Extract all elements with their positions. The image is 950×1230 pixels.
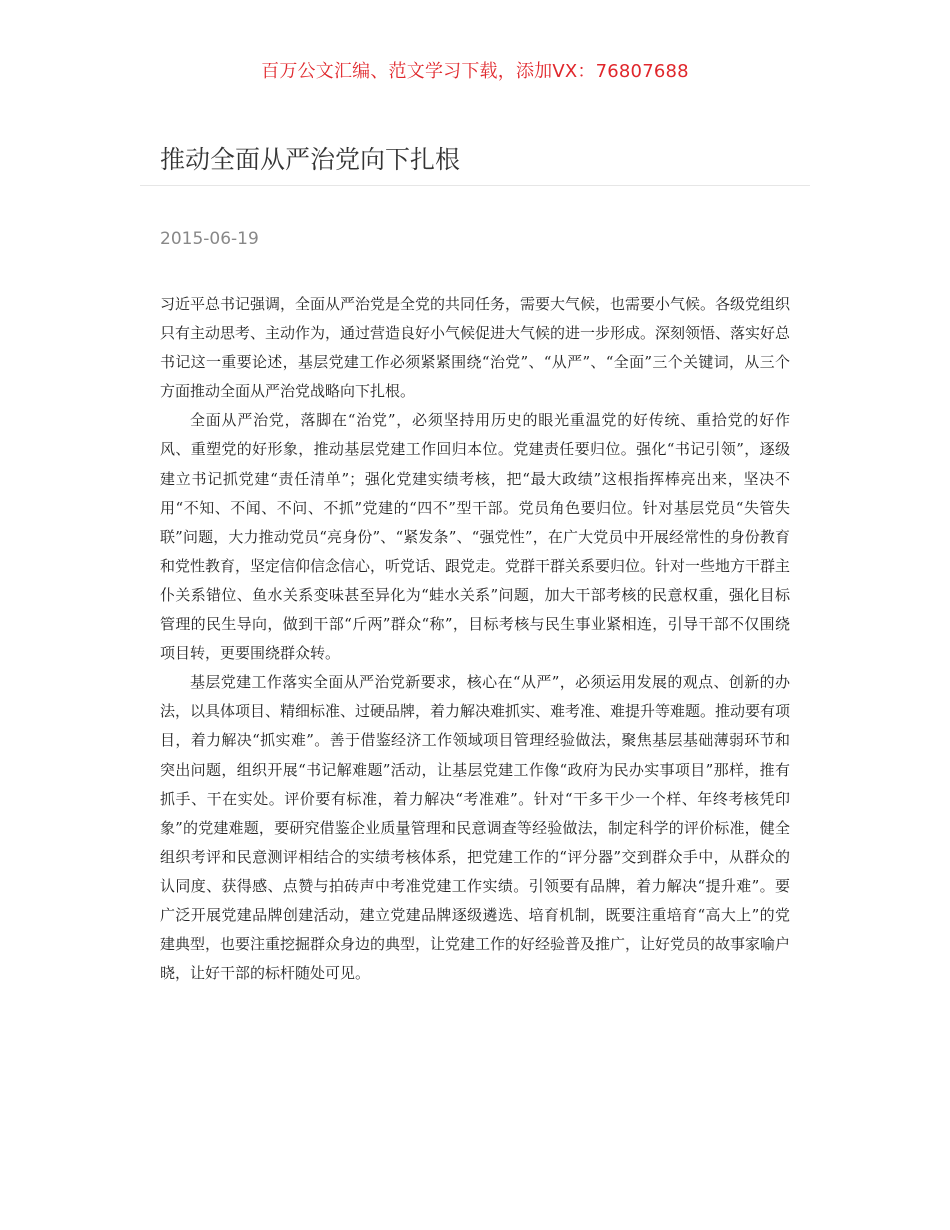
article-body (160, 290, 790, 988)
article-paragraph-2: 全面从严治党，落脚在“治党”，必须坚持用历史的眼光重温党的好传统、重拾党的好作风、重塑党的好形象，推动基层党建工作回归本位。党建责任要归位。强化“书记引领”，逐级建立书记抓党建“责任清单”；强化党建实绩考核，把“最大政绩”这根指挥棒亮出来，坚决不用“不知、不闻、不问、不抓”党建的“四不”型干部。党员角色要归位。针对基层党员“失管失联”问题，大力推动党员“亮身份”、“紧发条”、“强党性”，在广大党员中开展经常性的身份教育和党性教育，坚定信仰信念信心，听党话、跟党走。党群干群关系要归位。针对一些地方干群主仆关系错位、鱼水关系变味甚至异化为“蛙水关系”问题，加大干部考核的民意权重，强化目标管理的民生导向，做到干部“斤两”群众“称”，目标考核与民生事业紧相连，引导干部不仅围绕项目转，更要围绕群众转。 (160, 411, 791, 663)
article-paragraph-1: 习近平总书记强调，全面从严治党是全党的共同任务，需要大气候，也需要小气候。各级党组织只有主动思考、主动作为，通过营造良好小气候促进大气候的进一步形成。深刻领悟、落实好总书记这一重要论述，基层党建工作必须紧紧围绕“治党”、“从严”、“全面”三个关键词，从三个方面推动全面从严治党战略向下扎根。 (160, 295, 791, 401)
promo-banner: 百万公文汇编、范文学习下载，添加VX：76807688 (261, 61, 689, 82)
article-title: 推动全面从严治党向下扎根 (160, 145, 461, 174)
publish-date: 2015-06-19 (160, 229, 259, 249)
article-paragraph-3: 基层党建工作落实全面从严治党新要求，核心在“从严”，必须运用发展的观点、创新的办法，以具体项目、精细标准、过硬品牌，着力解决难抓实、难考准、难提升等难题。推动要有项目，着力解决“抓实难”。善于借鉴经济工作领域项目管理经验做法，聚焦基层基础薄弱环节和突出问题，组织开展“书记解难题”活动，让基层党建工作像“政府为民办实事项目”那样，推有抓手、干在实处。评价要有标准，着力解决“考准难”。针对“干多干少一个样、年终考核凭印象”的党建难题，要研究借鉴企业质量管理和民意调查等经验做法，制定科学的评价标准，健全组织考评和民意测评相结合的实绩考核体系，把党建工作的“评分器”交到群众手中，从群众的认同度、获得感、点赞与拍砖声中考准党建工作实绩。引领要有品牌，着力解决“提升难”。要广泛开展党建品牌创建活动，建立党建品牌逐级遴选、培育机制，既要注重培育“高大上”的党建典型，也要注重挖掘群众身边的典型，让党建工作的好经验普及推广，让好党员的故事家喻户晓，让好干部的标杆随处可见。 (160, 673, 791, 983)
title-divider (140, 185, 810, 186)
